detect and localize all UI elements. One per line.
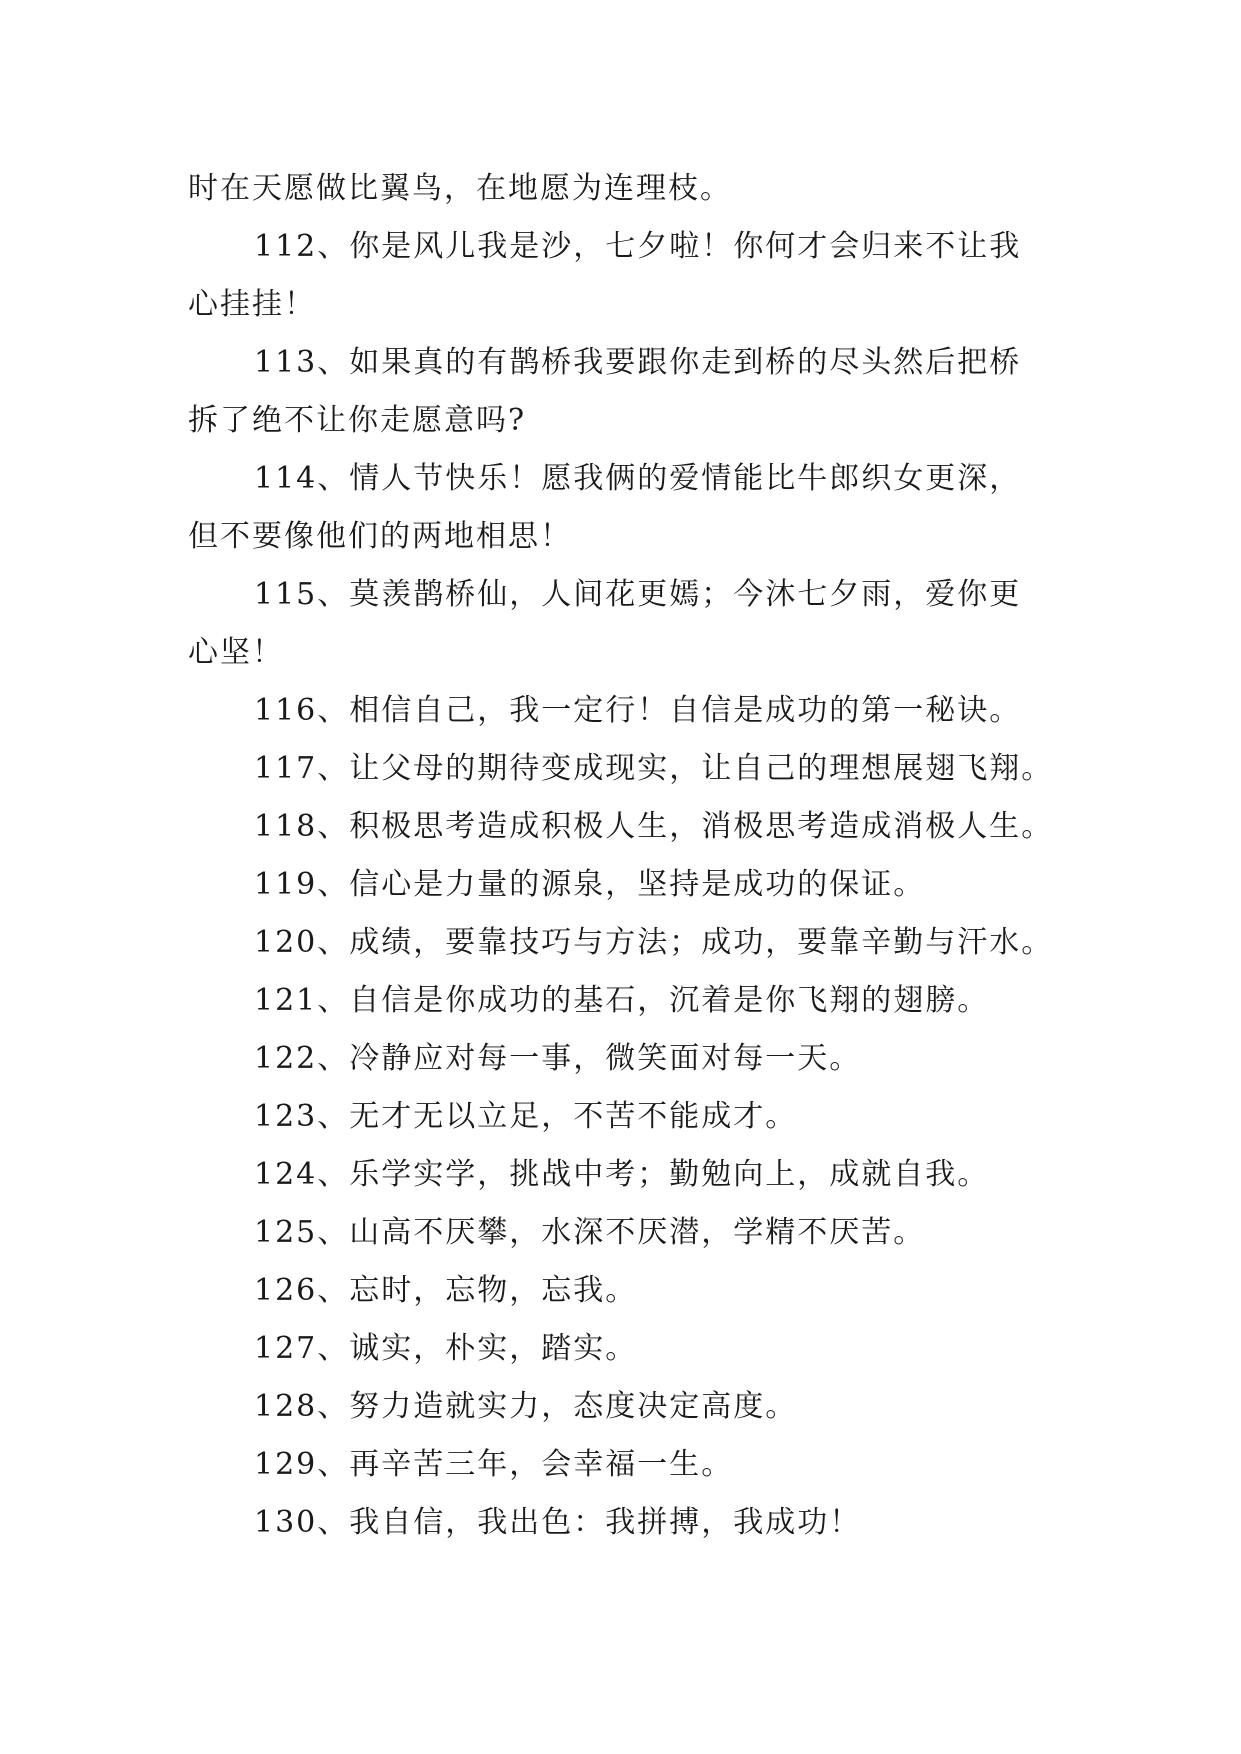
text-line: 114、情人节快乐！愿我俩的爱情能比牛郎织女更深， <box>254 461 1022 496</box>
text-line: 123、无才无以立足，不苦不能成才。 <box>254 1099 798 1134</box>
text-line: 117、让父母的期待变成现实，让自己的理想展翅飞翔。 <box>254 751 1054 786</box>
text-line: 127、诚实，朴实，踏实。 <box>254 1331 638 1366</box>
text-line: 130、我自信，我出色：我拼搏，我成功！ <box>254 1505 862 1540</box>
text-line: 120、成绩，要靠技巧与方法；成功，要靠辛勤与汗水。 <box>254 925 1054 960</box>
text-line: 118、积极思考造成积极人生，消极思考造成消极人生。 <box>254 809 1054 844</box>
text-line: 时在天愿做比翼鸟，在地愿为连理枝。 <box>188 171 732 206</box>
text-line: 129、再辛苦三年，会幸福一生。 <box>254 1447 734 1482</box>
text-line: 119、信心是力量的源泉，坚持是成功的保证。 <box>254 867 926 902</box>
document-body <box>188 160 1068 1552</box>
text-line: 128、努力造就实力，态度决定高度。 <box>254 1389 798 1424</box>
text-line: 112、你是风儿我是沙，七夕啦！你何才会归来不让我 <box>254 229 1022 264</box>
text-line: 126、忘时，忘物，忘我。 <box>254 1273 638 1308</box>
text-line: 心坚！ <box>188 635 284 670</box>
text-line: 125、山高不厌攀，水深不厌潜，学精不厌苦。 <box>254 1215 926 1250</box>
text-line: 但不要像他们的两地相思！ <box>188 519 572 554</box>
text-line: 121、自信是你成功的基石，沉着是你飞翔的翅膀。 <box>254 983 990 1018</box>
text-line: 心挂挂！ <box>188 287 316 322</box>
text-line: 122、冷静应对每一事，微笑面对每一天。 <box>254 1041 862 1076</box>
text-line: 115、莫羡鹊桥仙，人间花更嫣；今沐七夕雨，爱你更 <box>254 577 1022 612</box>
text-line: 113、如果真的有鹊桥我要跟你走到桥的尽头然后把桥 <box>254 345 1022 380</box>
text-line: 124、乐学实学，挑战中考；勤勉向上，成就自我。 <box>254 1157 990 1192</box>
text-line: 116、相信自己，我一定行！自信是成功的第一秘诀。 <box>254 693 1022 728</box>
text-line: 拆了绝不让你走愿意吗? <box>188 403 527 438</box>
